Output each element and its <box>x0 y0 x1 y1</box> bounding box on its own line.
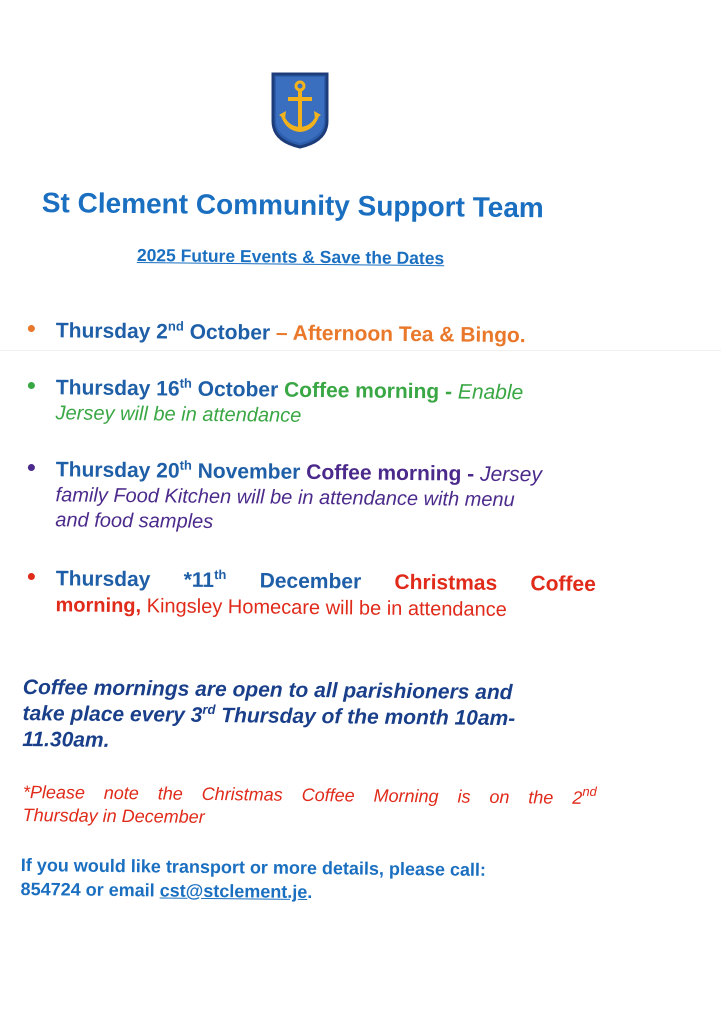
note-word: the <box>157 783 183 804</box>
event-item <box>27 375 608 432</box>
event-date-ordinal: nd <box>167 318 184 334</box>
note-word: Coffee <box>301 784 355 806</box>
info-line: Thursday of the month 10am- <box>215 704 516 731</box>
scan-artifact-line <box>0 350 721 351</box>
note-word: on <box>489 786 510 808</box>
event-activity: Christmas <box>394 570 498 595</box>
contact-suffix: . <box>307 882 313 903</box>
note-word: the <box>528 787 554 808</box>
info-ordinal: rd <box>202 701 216 718</box>
bullet-icon <box>28 382 35 389</box>
event-item <box>27 566 608 624</box>
coffee-morning-info <box>22 675 603 759</box>
christmas-note <box>23 781 603 833</box>
event-note-continued: Jersey will be in attendance <box>55 402 302 427</box>
event-activity: Coffee morning - <box>306 460 475 486</box>
bullet-icon <box>28 325 35 332</box>
note-word: note <box>103 782 139 804</box>
event-date: Thursday 20 <box>55 458 180 483</box>
note-word: *Please <box>22 781 86 803</box>
info-line: 11.30am. <box>22 727 110 752</box>
event-date: Thursday 2 <box>55 319 169 344</box>
info-line: Coffee mornings are open to all parishioners and <box>22 675 513 705</box>
contact-phone: 854724 or email <box>20 878 160 901</box>
event-item <box>27 457 608 539</box>
event-dash: – <box>270 321 293 345</box>
note-word: is <box>457 786 471 807</box>
contact-line: If you would like transport or more details, please call: <box>20 854 487 880</box>
note-word: Christmas <box>201 783 283 805</box>
event-separator: - <box>439 380 458 404</box>
event-date-ordinal: th <box>179 457 193 473</box>
parish-crest-anchor-icon <box>270 71 330 149</box>
event-note: Jersey <box>474 462 543 487</box>
info-line: take place every 3 <box>22 701 203 727</box>
event-date-ordinal: th <box>179 375 193 391</box>
event-date-ordinal: th <box>214 566 227 583</box>
note-ordinal: nd <box>582 783 597 800</box>
event-month: October <box>183 320 271 345</box>
page-title: St Clement Community Support Team <box>41 187 544 224</box>
bullet-icon <box>28 464 35 471</box>
event-month: October <box>191 377 285 402</box>
note-word: Morning <box>373 785 439 807</box>
event-note-continued: and food samples <box>55 509 214 533</box>
event-note: Kingsley Homecare will be in attendance <box>141 595 507 622</box>
event-note: Enable <box>457 380 524 405</box>
event-date-number: *11 <box>183 568 215 592</box>
note-word: 2 <box>572 787 583 808</box>
event-date-word: Thursday <box>55 567 151 592</box>
event-activity-continued: morning, <box>55 594 142 618</box>
event-month: November <box>191 459 307 484</box>
event-item <box>28 318 608 350</box>
event-activity: Coffee morning <box>283 378 440 404</box>
contact-info <box>20 853 600 907</box>
note-line: Thursday in December <box>22 804 205 827</box>
bullet-icon <box>28 573 35 580</box>
event-activity: Coffee <box>530 572 596 596</box>
event-activity: Afternoon Tea & Bingo. <box>292 321 526 348</box>
event-date: Thursday 16 <box>55 376 180 401</box>
contact-email-link[interactable]: cst@stclement.je <box>159 880 308 903</box>
event-month: December <box>259 569 362 594</box>
event-note-continued: family Food Kitchen will be in attendance with menu <box>55 484 515 512</box>
page-subtitle: 2025 Future Events & Save the Dates <box>136 245 445 269</box>
